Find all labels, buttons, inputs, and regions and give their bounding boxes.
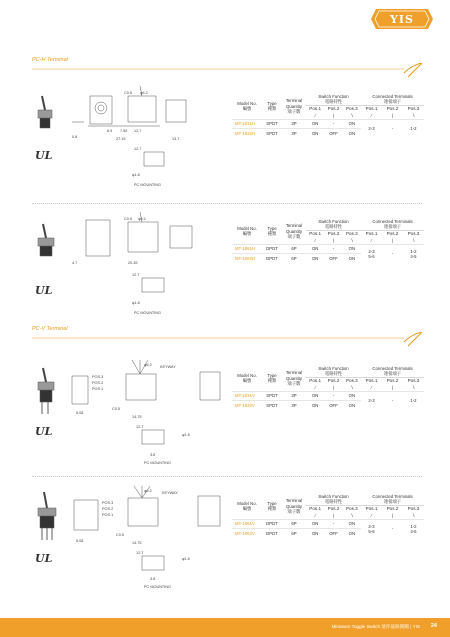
table-row — [232, 391, 424, 400]
lever-center-icon: | — [332, 112, 335, 118]
header-term2: Quantity — [285, 103, 302, 109]
lever-left-icon: ⁄ — [314, 112, 316, 118]
drawing-mt-1061v — [32, 486, 228, 592]
dim-38: 3.8 — [150, 577, 156, 581]
header-model-zh: 編號 — [242, 378, 252, 384]
pos3-cell: ON — [343, 244, 361, 253]
drawing-mt-1031h — [32, 86, 228, 192]
type-cell: SPDT — [262, 119, 282, 128]
header-conn: Connected Terminals — [372, 494, 413, 499]
header-pos1: Pos.1 — [309, 377, 322, 383]
header-conn-zh: 連接端子 — [383, 99, 402, 105]
pos3-cell: ON — [343, 400, 361, 409]
header-switch: Switch Function — [318, 94, 349, 99]
ul-mark-icon — [35, 424, 59, 438]
pos2-cell: OFF — [324, 128, 342, 137]
dim-69: 6.9 — [107, 129, 113, 133]
pos2-cell: OFF — [324, 400, 342, 409]
pos2-cell: OFF — [324, 253, 342, 262]
mounting-label: PC MOUNTING — [134, 183, 161, 187]
svg-text:UL: UL — [35, 149, 53, 162]
pos2-cell: - — [324, 119, 342, 128]
dim-08: 0.8 — [72, 135, 78, 139]
header-type: Type — [267, 501, 277, 507]
header-conn-pos1: Pos.1 — [365, 505, 378, 511]
header-conn-pos3: Pos.3 — [407, 505, 420, 511]
header-conn: Connected Terminals — [372, 366, 413, 371]
section-swoosh — [32, 63, 422, 79]
footer-title: Miniature Toggle Switch 迷你波路開關 | YIS — [331, 624, 420, 629]
lever-center-icon: | — [391, 112, 394, 118]
dim-1475: 14.75 — [132, 541, 142, 545]
lever-right-icon: ∖ — [350, 512, 354, 518]
header-model: Model No. — [237, 101, 257, 107]
ul-mark-icon — [35, 283, 59, 297]
qty-cell: 3P — [282, 391, 306, 400]
dim-755: 7.55 — [120, 129, 128, 133]
dim-1475: 14.75 — [132, 415, 142, 419]
header-pos3: Pos.3 — [345, 505, 358, 511]
header-pos1: Pos.1 — [309, 505, 322, 511]
header-conn-pos3: Pos.3 — [407, 377, 420, 383]
header-term2: Quantity — [285, 228, 302, 234]
header-term-zh: 端子數 — [287, 509, 301, 515]
header-pos3: Pos.3 — [345, 105, 358, 111]
header-term2: Quantity — [285, 503, 302, 509]
conn1-cell: 2-3 — [361, 391, 382, 409]
header-type: Type — [267, 373, 277, 379]
lever-right-icon: ∖ — [412, 237, 415, 243]
pos1-cell: ON — [306, 400, 324, 409]
dim-d18: φ1.8 — [182, 433, 190, 437]
drawing-mt-1031v — [32, 360, 228, 466]
header-term: Terminal — [285, 370, 303, 376]
type-cell: SPDT — [262, 400, 282, 409]
conn1-cell: 2-3 5-6 — [361, 244, 382, 262]
header-conn-pos2: Pos.2 — [386, 505, 399, 511]
model-number: MT-1031H — [232, 119, 262, 128]
header-model-zh: 編號 — [242, 106, 252, 112]
logo-text: YIS — [390, 12, 414, 26]
pos3-cell: ON — [343, 253, 361, 262]
header-pos2: Pos.2 — [327, 105, 340, 111]
pos1-cell: ON — [306, 244, 324, 253]
section-swoosh — [32, 332, 422, 348]
header-model-zh: 編號 — [242, 231, 252, 237]
header-type: Type — [267, 101, 277, 107]
pos2-cell: OFF — [324, 528, 342, 537]
model-number: MT-1031V — [232, 391, 262, 400]
header-term: Terminal — [285, 223, 303, 229]
pos2-cell: - — [324, 391, 342, 400]
table-row — [232, 119, 424, 128]
mounting-label: PC MOUNTING — [134, 311, 161, 315]
lever-right-icon: ∖ — [412, 384, 415, 390]
header-conn-pos1: Pos.1 — [365, 377, 378, 383]
table-row — [232, 244, 424, 253]
lever-center-icon: | — [332, 384, 335, 390]
mounting-label: PC MOUNTING — [144, 585, 171, 589]
qty-cell: 6P — [282, 244, 306, 253]
header-conn-pos3: Pos.3 — [407, 230, 420, 236]
conn2-cell: - — [382, 519, 403, 537]
dim-127: 12.7 — [136, 425, 144, 429]
pos2-label: POS.2 — [92, 381, 104, 385]
qty-cell: 3P — [282, 128, 306, 137]
header-conn-zh: 連接端子 — [383, 224, 402, 230]
pos1-cell: ON — [306, 391, 324, 400]
pos1-label: POS.1 — [102, 513, 114, 517]
conn3-cell: 1-2 — [403, 119, 424, 137]
lever-left-icon: ⁄ — [371, 384, 372, 390]
dim-127: 12.7 — [134, 129, 142, 133]
conn3-cell: 1-2 4-5 — [403, 519, 424, 537]
header-conn-zh: 連接端子 — [383, 499, 402, 505]
type-cell: DPDT — [262, 528, 282, 537]
pos3-cell: ON — [343, 119, 361, 128]
dim-d62: φ6.2 — [138, 217, 146, 221]
header-type-zh: 種類 — [267, 506, 277, 512]
pos3-cell: ON — [343, 391, 361, 400]
header-conn-pos2: Pos.2 — [386, 377, 399, 383]
pos3-cell: ON — [343, 528, 361, 537]
qty-cell: 3P — [282, 400, 306, 409]
header-pos3: Pos.3 — [345, 230, 358, 236]
pos1-cell: ON — [306, 253, 324, 262]
header-term-zh: 端子數 — [287, 109, 301, 115]
svg-text:UL: UL — [35, 552, 53, 565]
footer-bar — [0, 618, 450, 637]
header-switch-zh: 電路特性 — [324, 224, 343, 230]
lever-left-icon: ⁄ — [314, 512, 316, 518]
dim-2715: 27.15 — [116, 137, 126, 141]
lever-center-icon: | — [391, 237, 394, 243]
header-model: Model No. — [237, 373, 257, 379]
type-cell: SPDT — [262, 128, 282, 137]
lever-right-icon: ∖ — [350, 237, 354, 243]
header-switch-zh: 電路特性 — [324, 499, 343, 505]
divider — [32, 476, 422, 477]
model-number: MT-1062V — [232, 528, 262, 537]
header-switch-zh: 電路特性 — [324, 99, 343, 105]
lever-left-icon: ⁄ — [314, 237, 316, 243]
dim-d18: φ1.8 — [132, 173, 140, 177]
dim-c05: C0.5 — [116, 533, 125, 537]
dim-c05: C0.5 — [124, 91, 133, 95]
model-number: MT-1032V — [232, 400, 262, 409]
header-conn-pos3: Pos.3 — [407, 105, 420, 111]
lever-center-icon: | — [391, 384, 394, 390]
lever-left-icon: ⁄ — [371, 237, 372, 243]
pos2-cell: - — [324, 244, 342, 253]
pos1-cell: ON — [306, 519, 324, 528]
dim-127: 12.7 — [132, 273, 140, 277]
header-pos1: Pos.1 — [309, 105, 322, 111]
keyway-label: KEYWAY — [162, 491, 178, 495]
header-term-zh: 端子數 — [287, 381, 301, 387]
header-switch: Switch Function — [318, 494, 349, 499]
header-pos2: Pos.2 — [327, 230, 340, 236]
page-number: 24 — [430, 623, 437, 629]
mounting-label: PC MOUNTING — [144, 461, 171, 465]
conn2-cell: - — [382, 119, 403, 137]
header-switch: Switch Function — [318, 219, 349, 224]
pos2-label: POS.2 — [102, 507, 114, 511]
header-term: Terminal — [285, 498, 303, 504]
pos3-cell: ON — [343, 519, 361, 528]
model-number: MT-1061H — [232, 244, 262, 253]
lever-right-icon: ∖ — [350, 112, 354, 118]
ul-mark-icon — [35, 148, 59, 162]
header-type: Type — [267, 226, 277, 232]
dim-d62: φ6.2 — [140, 91, 148, 95]
header-conn-pos1: Pos.1 — [365, 230, 378, 236]
dim-2035: 20.35 — [128, 261, 138, 265]
conn3-cell: 1-2 4-5 — [403, 244, 424, 262]
lever-left-icon: ⁄ — [371, 512, 372, 518]
dim-47: 4.7 — [72, 261, 78, 265]
header-conn-pos2: Pos.2 — [386, 105, 399, 111]
header-pos3: Pos.3 — [345, 377, 358, 383]
header-conn: Connected Terminals — [372, 219, 413, 224]
qty-cell: 3P — [282, 119, 306, 128]
brand-logo — [370, 8, 434, 30]
dim-38: 3.8 — [150, 453, 156, 457]
conn2-cell: - — [382, 244, 403, 262]
header-conn: Connected Terminals — [372, 94, 413, 99]
header-type-zh: 種類 — [267, 231, 277, 237]
model-number: MT-1061V — [232, 519, 262, 528]
dim-d62: φ6.2 — [144, 363, 152, 367]
pos3-cell: ON — [343, 128, 361, 137]
dim-508: 5.08 — [76, 411, 84, 415]
header-pos1: Pos.1 — [309, 230, 322, 236]
header-pos2: Pos.2 — [327, 505, 340, 511]
header-conn-pos2: Pos.2 — [386, 230, 399, 236]
header-term2: Quantity — [285, 375, 302, 381]
pos2-cell: - — [324, 519, 342, 528]
spec-table-2 — [232, 219, 424, 262]
lever-center-icon: | — [332, 512, 335, 518]
spec-table-3 — [232, 366, 424, 409]
conn2-cell: - — [382, 391, 403, 409]
pos1-cell: ON — [306, 528, 324, 537]
lever-right-icon: ∖ — [412, 112, 415, 118]
header-switch-zh: 電路特性 — [324, 371, 343, 377]
pos3-label: POS.3 — [92, 375, 104, 379]
pos1-cell: ON — [306, 128, 324, 137]
svg-text:UL: UL — [35, 425, 53, 438]
header-conn-pos1: Pos.1 — [365, 105, 378, 111]
header-pos2: Pos.2 — [327, 377, 340, 383]
table-row — [232, 519, 424, 528]
header-conn-zh: 連接端子 — [383, 371, 402, 377]
divider — [32, 203, 422, 204]
pos1-label: POS.1 — [92, 387, 104, 391]
conn1-cell: 2-3 — [361, 119, 382, 137]
spec-table-4 — [232, 494, 424, 537]
model-number: MT-1032H — [232, 128, 262, 137]
dim-508: 5.08 — [76, 539, 84, 543]
header-term-zh: 端子數 — [287, 234, 301, 240]
dim-d18: φ1.8 — [182, 557, 190, 561]
ul-mark-icon — [35, 551, 59, 565]
lever-left-icon: ⁄ — [371, 112, 372, 118]
dim-127b: 12.7 — [134, 147, 142, 151]
header-switch: Switch Function — [318, 366, 349, 371]
type-cell: DPDT — [262, 519, 282, 528]
qty-cell: 6P — [282, 253, 306, 262]
conn1-cell: 2-3 5-6 — [361, 519, 382, 537]
pos3-label: POS.3 — [102, 501, 114, 505]
lever-right-icon: ∖ — [350, 384, 354, 390]
dim-137: 13.7 — [172, 137, 180, 141]
model-number: MT-1062H — [232, 253, 262, 262]
dim-d62: φ6.2 — [144, 489, 152, 493]
dim-127: 12.7 — [136, 551, 144, 555]
pos1-cell: ON — [306, 119, 324, 128]
header-model-zh: 編號 — [242, 506, 252, 512]
header-term: Terminal — [285, 98, 303, 104]
dim-c05: C0.5 — [124, 217, 133, 221]
section-label-pcv: PC-V Terminal — [32, 326, 68, 332]
qty-cell: 6P — [282, 519, 306, 528]
header-model: Model No. — [237, 226, 257, 232]
lever-center-icon: | — [391, 512, 394, 518]
type-cell: SPDT — [262, 391, 282, 400]
lever-right-icon: ∖ — [412, 512, 415, 518]
dim-c05: C0.5 — [112, 407, 121, 411]
conn3-cell: 1-2 — [403, 391, 424, 409]
lever-center-icon: | — [332, 237, 335, 243]
header-model: Model No. — [237, 501, 257, 507]
header-type-zh: 種類 — [267, 378, 277, 384]
section-label-pch: PC-H Terminal — [32, 57, 68, 63]
qty-cell: 6P — [282, 528, 306, 537]
spec-table-1 — [232, 94, 424, 137]
drawing-mt-1061h — [32, 212, 228, 318]
svg-text:UL: UL — [35, 284, 53, 297]
type-cell: DPDT — [262, 244, 282, 253]
dim-d18: φ1.8 — [132, 301, 140, 305]
keyway-label: KEYWAY — [160, 365, 176, 369]
header-type-zh: 種類 — [267, 106, 277, 112]
type-cell: DPDT — [262, 253, 282, 262]
lever-left-icon: ⁄ — [314, 384, 316, 390]
